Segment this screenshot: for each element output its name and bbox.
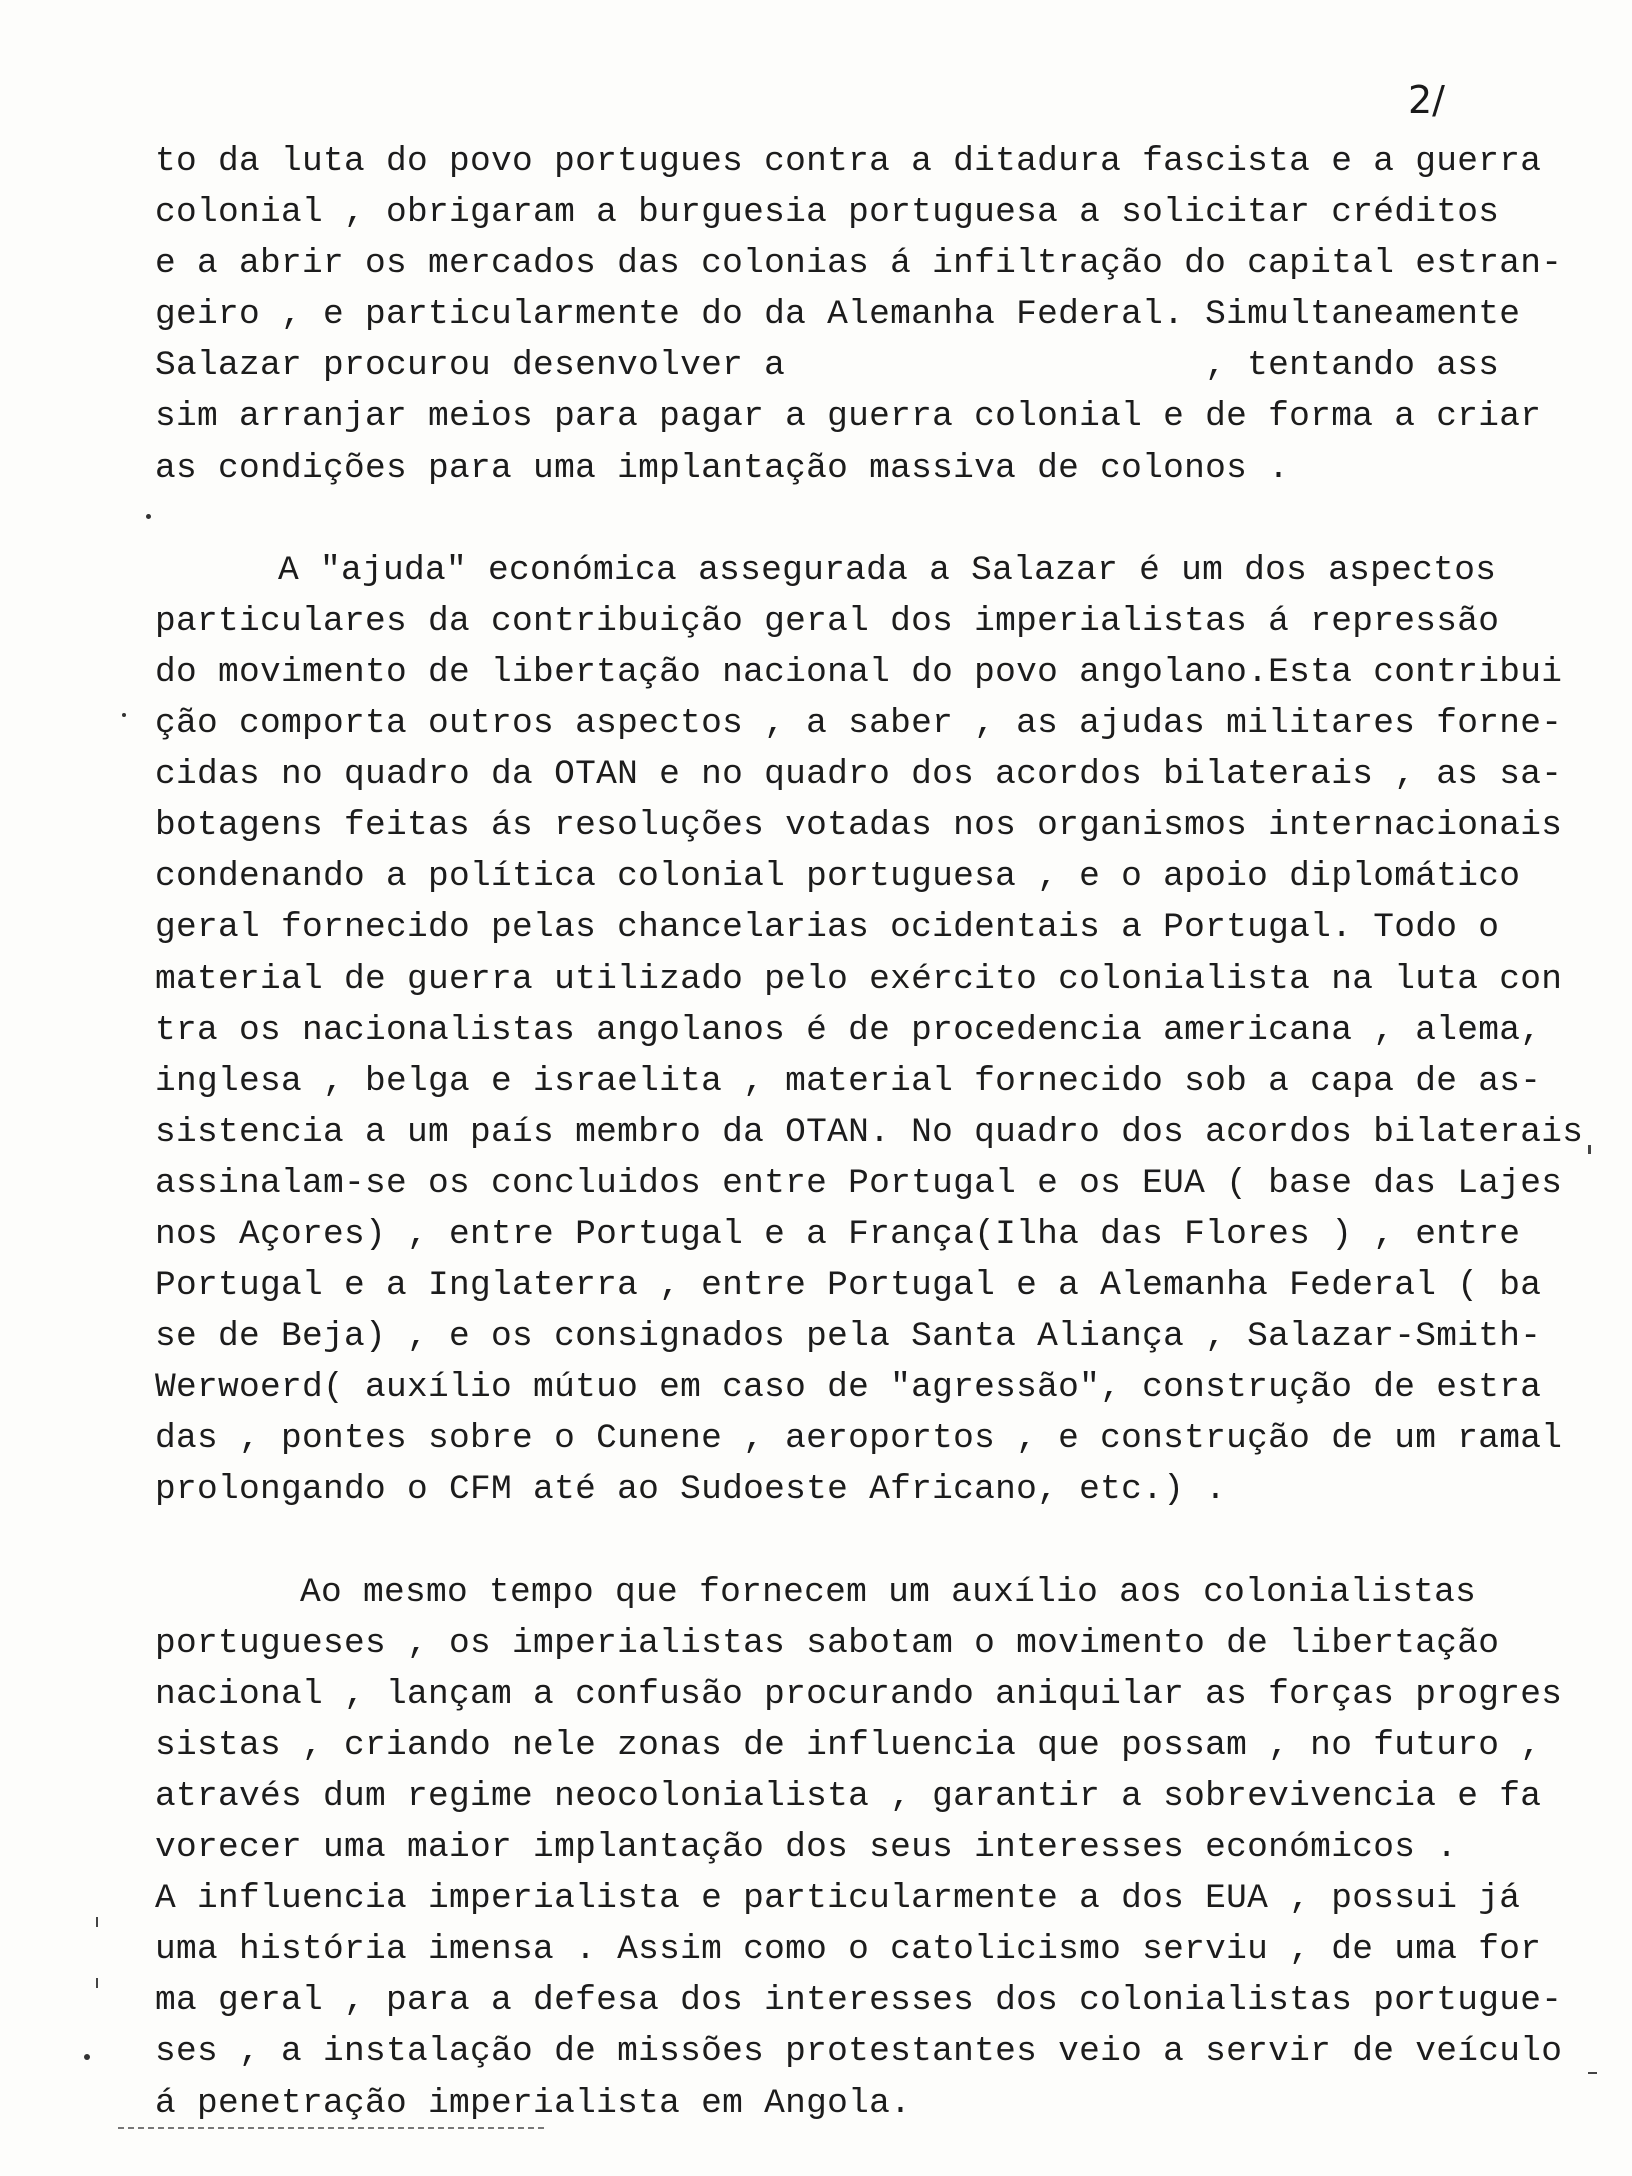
text-line: condenando a política colonial portuguesa , e o apoio diplomático xyxy=(155,857,1521,897)
scan-speck xyxy=(1588,2072,1597,2074)
text-line: geral fornecido pelas chancelarias ocidentais a Portugal. Todo o xyxy=(155,908,1500,948)
text-line xyxy=(155,1516,1555,1567)
text-line: se de Beja) , e os consignados pela Santa Aliança , Salazar-Smith- xyxy=(155,1317,1542,1357)
text-line: cidas no quadro da OTAN e no quadro dos acordos bilaterais , as sa- xyxy=(155,755,1563,795)
text-line: Ao mesmo tempo que fornecem um auxílio aos colonialistas xyxy=(300,1572,1477,1612)
text-line: á penetração imperialista em Angola. xyxy=(155,2083,912,2123)
paragraph xyxy=(155,1567,1563,2129)
text-line: prolongando o CFM até ao Sudoeste Africano, etc.) . xyxy=(155,1470,1227,1510)
text-line: A influencia imperialista e particularmente a dos EUA , possui já xyxy=(155,1879,1521,1919)
text-line: colonial , obrigaram a burguesia portuguesa a solicitar créditos xyxy=(155,193,1500,233)
text-line: inglesa , belga e israelita , material fornecido sob a capa de as- xyxy=(155,1061,1542,1101)
text-line: sistas , criando nele zonas de influencia que possam , no futuro , xyxy=(155,1725,1542,1765)
scan-speck xyxy=(84,2054,90,2060)
scan-speck xyxy=(96,1917,98,1927)
text-line: nacional , lançam a confusão procurando aniquilar as forças progres xyxy=(155,1674,1563,1714)
footer-rule xyxy=(118,2127,544,2129)
text-line: assinalam-se os concluidos entre Portugal e os EUA ( base das Lajes xyxy=(155,1163,1563,1203)
scan-speck xyxy=(146,514,151,519)
text-line: ma geral , para a defesa dos interesses dos colonialistas portugue- xyxy=(155,1981,1563,2021)
text-line: sistencia a um país membro da OTAN. No quadro dos acordos bilaterais xyxy=(155,1112,1584,1152)
text-line: através dum regime neocolonialista , garantir a sobrevivencia e fa xyxy=(155,1777,1542,1816)
paragraph xyxy=(155,545,1584,1567)
text-line: to da luta do povo portugues contra a ditadura fascista e a guerra xyxy=(155,142,1542,181)
text-line: uma história imensa . Assim como o catolicismo serviu , de uma for xyxy=(155,1930,1542,1970)
text-line: e a abrir os mercados das colonias á infiltração do capital estran- xyxy=(155,244,1563,284)
text-line: as condições para uma implantação massiva de colonos . xyxy=(155,448,1290,488)
text-line: nos Açores) , entre Portugal e a França(Ilha das Flores ) , entre xyxy=(155,1214,1521,1254)
text-line: Portugal e a Inglaterra , entre Portugal e a Alemanha Federal ( ba xyxy=(155,1266,1542,1306)
text-line: portugueses , os imperialistas sabotam o movimento de libertação xyxy=(155,1623,1500,1663)
text-line: ção comporta outros aspectos , a saber , as ajudas militares forne- xyxy=(155,704,1563,744)
text-line: botagens feitas ás resoluções votadas nos organismos internacionais xyxy=(155,806,1563,846)
paragraph xyxy=(155,136,1563,494)
document-body xyxy=(155,136,1584,2129)
scan-speck xyxy=(1588,1145,1591,1154)
text-line: tra os nacionalistas angolanos é de procedencia americana , alema, xyxy=(155,1010,1542,1050)
scan-speck xyxy=(122,713,126,717)
text-line: particulares da contribuição geral dos imperialistas á repressão xyxy=(155,601,1500,641)
text-line: vorecer uma maior implantação dos seus interesses económicos . xyxy=(155,1828,1458,1868)
text-line: do movimento de libertação nacional do povo angolano.Esta contribui xyxy=(155,652,1563,692)
page-number: 2/ xyxy=(1408,78,1445,122)
text-line: geiro , e particularmente do da Alemanha Federal. Simultaneamente xyxy=(155,295,1521,335)
text-line: das , pontes sobre o Cunene , aeroportos , e construção de um ramal xyxy=(155,1419,1563,1459)
text-line: sim arranjar meios para pagar a guerra colonial e de forma a criar xyxy=(155,397,1542,437)
paragraph-gap xyxy=(155,494,1555,545)
text-line: A "ajuda" económica assegurada a Salazar é um dos aspectos xyxy=(278,550,1497,590)
text-line: material de guerra utilizado pelo exército colonialista na luta con xyxy=(155,959,1563,999)
text-line: Werwoerd( auxílio mútuo em caso de "agressão", construção de estra xyxy=(155,1368,1542,1408)
text-line: ses , a instalação de missões protestantes veio a servir de veículo xyxy=(155,2032,1563,2072)
scan-speck xyxy=(96,1978,98,1988)
text-line: Salazar procurou desenvolver a , tentando ass xyxy=(155,346,1500,386)
